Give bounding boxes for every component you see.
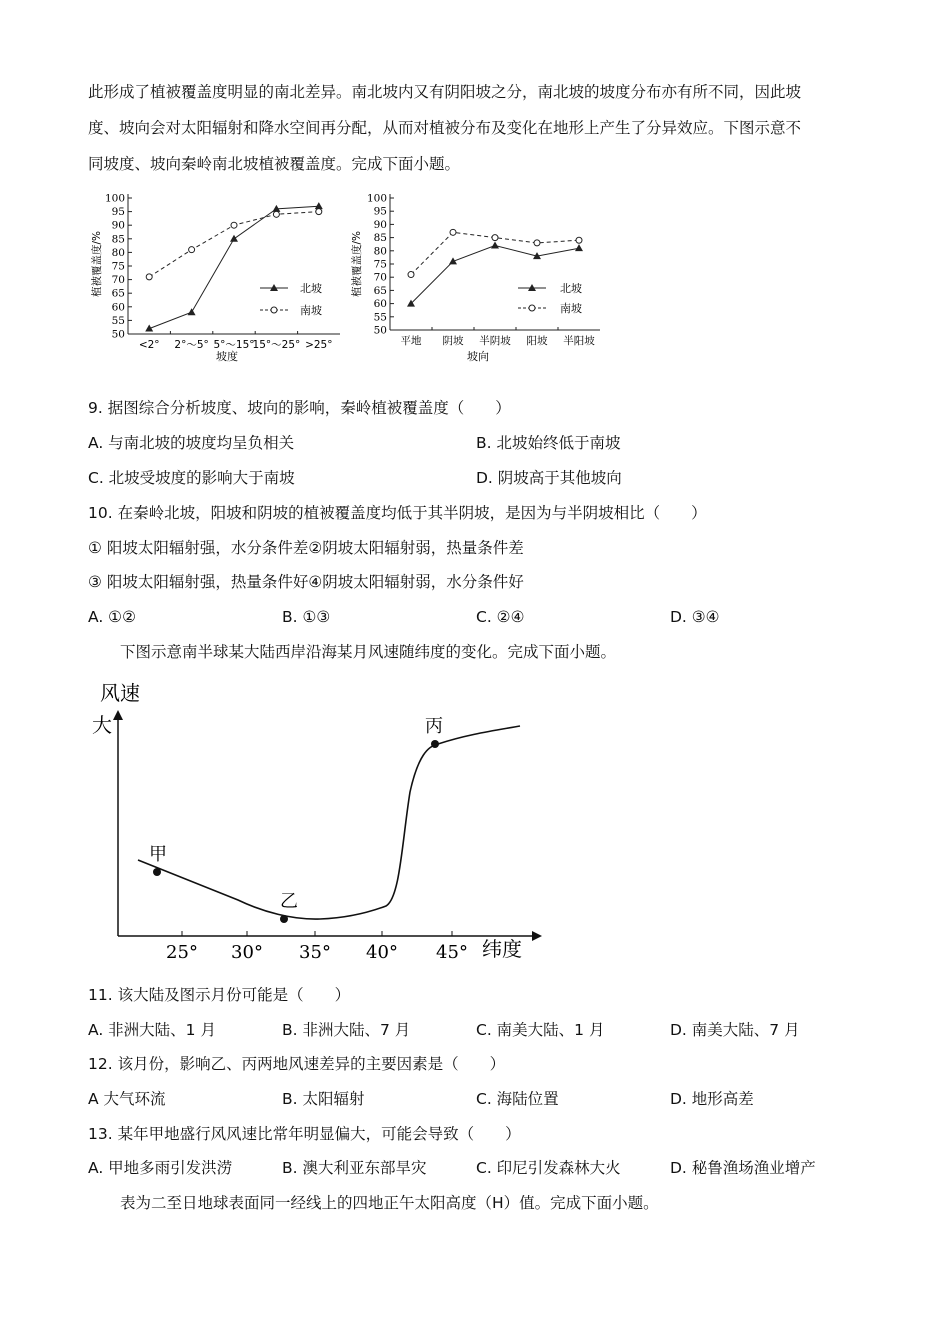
legend-south-marker (271, 307, 277, 313)
chart2-xlabel: 坡向 (467, 350, 489, 363)
legend-north: 北坡 (300, 282, 322, 295)
y-tick-label: 60 (373, 298, 387, 311)
x-tick-label: 30° (231, 942, 263, 963)
north-point (491, 242, 499, 249)
q10-option-c[interactable]: C. ②④ (476, 608, 525, 626)
series-line-north (411, 246, 579, 304)
q10-statement-1: ① 阳坡太阳辐射强，水分条件差②阴坡太阳辐射弱，热量条件差 (88, 539, 524, 557)
q12-stem: 12. 该月份，影响乙、丙两地风速差异的主要因素是（ ） (88, 1055, 506, 1073)
x-axis-arrow (532, 931, 542, 941)
y-tick-label: 70 (111, 274, 125, 287)
x-tick-label: 35° (299, 942, 331, 963)
legend-south: 南坡 (300, 304, 322, 317)
legend2-north: 北坡 (560, 282, 582, 295)
legend2-south-marker (529, 305, 535, 311)
q12-option-d[interactable]: D. 地形高差 (670, 1090, 754, 1108)
y-tick-label: 55 (373, 311, 387, 324)
q9-option-c[interactable]: C. 北坡受坡度的影响大于南坡 (88, 469, 295, 487)
x-tick-label: 40° (366, 942, 398, 963)
south-point (146, 274, 152, 280)
q12-option-b[interactable]: B. 太阳辐射 (282, 1090, 365, 1108)
intro-2: 下图示意南半球某大陆西岸沿海某月风速随纬度的变化。完成下面小题。 (120, 643, 617, 661)
x-tick-label: 阴坡 (442, 335, 464, 347)
q11-option-d[interactable]: D. 南美大陆、7 月 (670, 1021, 800, 1039)
point-marker (280, 915, 288, 923)
y-tick-label: 50 (373, 324, 387, 337)
north-point (188, 308, 196, 315)
north-point (575, 244, 583, 251)
wind-speed-chart (88, 672, 558, 972)
south-point (231, 222, 237, 228)
x-tick-label: 15°～25° (252, 339, 301, 351)
q12-option-c[interactable]: C. 海陆位置 (476, 1090, 559, 1108)
q13-option-c[interactable]: C. 印尼引发森林大火 (476, 1159, 621, 1177)
x-tick-label: 平地 (400, 335, 422, 347)
q12-option-a[interactable]: A 大气环流 (88, 1090, 166, 1108)
y-tick-label: 65 (111, 287, 125, 300)
y-tick-label: 80 (373, 245, 387, 258)
x-tick-label: 2°～5° (174, 339, 209, 351)
intro-line-3: 同坡度、坡向秦岭南北坡植被覆盖度。完成下面小题。 (88, 155, 461, 173)
y-tick-label: 75 (111, 260, 125, 273)
x-tick-label: 半阳坡 (563, 335, 595, 347)
y-tick-label: 95 (373, 205, 387, 218)
q11-stem: 11. 该大陆及图示月份可能是（ ） (88, 986, 351, 1004)
north-point (230, 235, 238, 242)
slope-vegetation-chart (88, 188, 350, 368)
intro-line-1: 此形成了植被覆盖度明显的南北差异。南北坡内又有阴阳坡之分，南北坡的坡度分布亦有所不同，因此坡 (88, 83, 802, 101)
intro-line-2: 度、坡向会对太阳辐射和降水空间再分配，从而对植被分布及变化在地形上产生了分异效应。下图示意不 (88, 119, 802, 137)
chart2-ylabel: 植被覆盖度/% (351, 230, 363, 298)
y-tick-label: 70 (373, 271, 387, 284)
q11-option-c[interactable]: C. 南美大陆、1 月 (476, 1021, 605, 1039)
point-label: 甲 (149, 844, 167, 865)
south-point (316, 209, 322, 215)
q10-stem: 10. 在秦岭北坡，阳坡和阴坡的植被覆盖度均低于其半阴坡，是因为与半阴坡相比（ ） (88, 504, 707, 522)
aspect-vegetation-chart (350, 188, 612, 368)
q9-stem: 9. 据图综合分析坡度、坡向的影响，秦岭植被覆盖度（ ） (88, 399, 511, 417)
south-point (534, 240, 540, 246)
series-line-south (149, 212, 319, 277)
chart1-ylabel: 植被覆盖度/% (91, 230, 103, 298)
legend2-south: 南坡 (560, 302, 582, 315)
x-tick-label: 25° (166, 942, 198, 963)
south-point (189, 247, 195, 253)
north-point (145, 325, 153, 332)
x-tick-label: 5°～15° (213, 339, 255, 351)
y-tick-label: 100 (366, 192, 387, 205)
q10-option-b[interactable]: B. ①③ (282, 608, 331, 626)
q13-option-d[interactable]: D. 秘鲁渔场渔业增产 (670, 1159, 816, 1177)
q9-option-a[interactable]: A. 与南北坡的坡度均呈负相关 (88, 434, 295, 452)
south-point (408, 272, 414, 278)
south-point (273, 211, 279, 217)
q11-option-a[interactable]: A. 非洲大陆、1 月 (88, 1021, 216, 1039)
y-tick-label: 75 (373, 258, 387, 271)
point-marker (153, 868, 161, 876)
q9-option-b[interactable]: B. 北坡始终低于南坡 (476, 434, 621, 452)
q13-stem: 13. 某年甲地盛行风风速比常年明显偏大，可能会导致（ ） (88, 1125, 521, 1143)
south-point (576, 237, 582, 243)
south-point (450, 229, 456, 235)
chart3-ylabel: 风速 (100, 681, 140, 705)
chart1-xlabel: 坡度 (216, 350, 238, 363)
chart3-xlabel: 纬度 (482, 937, 522, 961)
y-axis-arrow (113, 710, 123, 720)
y-tick-label: 85 (373, 232, 387, 245)
q10-option-d[interactable]: D. ③④ (670, 608, 720, 626)
x-tick-label: 阳坡 (526, 335, 548, 347)
point-marker (431, 740, 439, 748)
chart3-ylabel-top: 大 (92, 713, 112, 737)
q13-option-b[interactable]: B. 澳大利亚东部旱灾 (282, 1159, 427, 1177)
south-point (492, 235, 498, 241)
y-tick-label: 60 (111, 301, 125, 314)
y-tick-label: 85 (111, 233, 125, 246)
x-tick-label: >25° (305, 339, 333, 351)
y-tick-label: 95 (111, 206, 125, 219)
q13-option-a[interactable]: A. 甲地多雨引发洪涝 (88, 1159, 233, 1177)
y-tick-label: 90 (373, 218, 387, 231)
y-tick-label: 80 (111, 246, 125, 259)
y-tick-label: 55 (111, 314, 125, 327)
q11-option-b[interactable]: B. 非洲大陆、7 月 (282, 1021, 411, 1039)
wind-curve (138, 726, 520, 919)
x-tick-label: 45° (436, 942, 468, 963)
q10-option-a[interactable]: A. ①② (88, 608, 136, 626)
y-tick-label: 65 (373, 284, 387, 297)
y-tick-label: 100 (104, 192, 125, 205)
intro-3: 表为二至日地球表面同一经线上的四地正午太阳高度（H）值。完成下面小题。 (120, 1194, 659, 1212)
y-tick-label: 90 (111, 219, 125, 232)
q9-option-d[interactable]: D. 阴坡高于其他坡向 (476, 469, 622, 487)
point-label: 丙 (425, 716, 443, 737)
x-tick-label: 半阴坡 (479, 335, 511, 347)
y-tick-label: 50 (111, 328, 125, 341)
x-tick-label: <2° (138, 339, 160, 351)
point-label: 乙 (280, 891, 298, 912)
q10-statement-2: ③ 阳坡太阳辐射强，热量条件好④阴坡太阳辐射弱，水分条件好 (88, 573, 524, 591)
